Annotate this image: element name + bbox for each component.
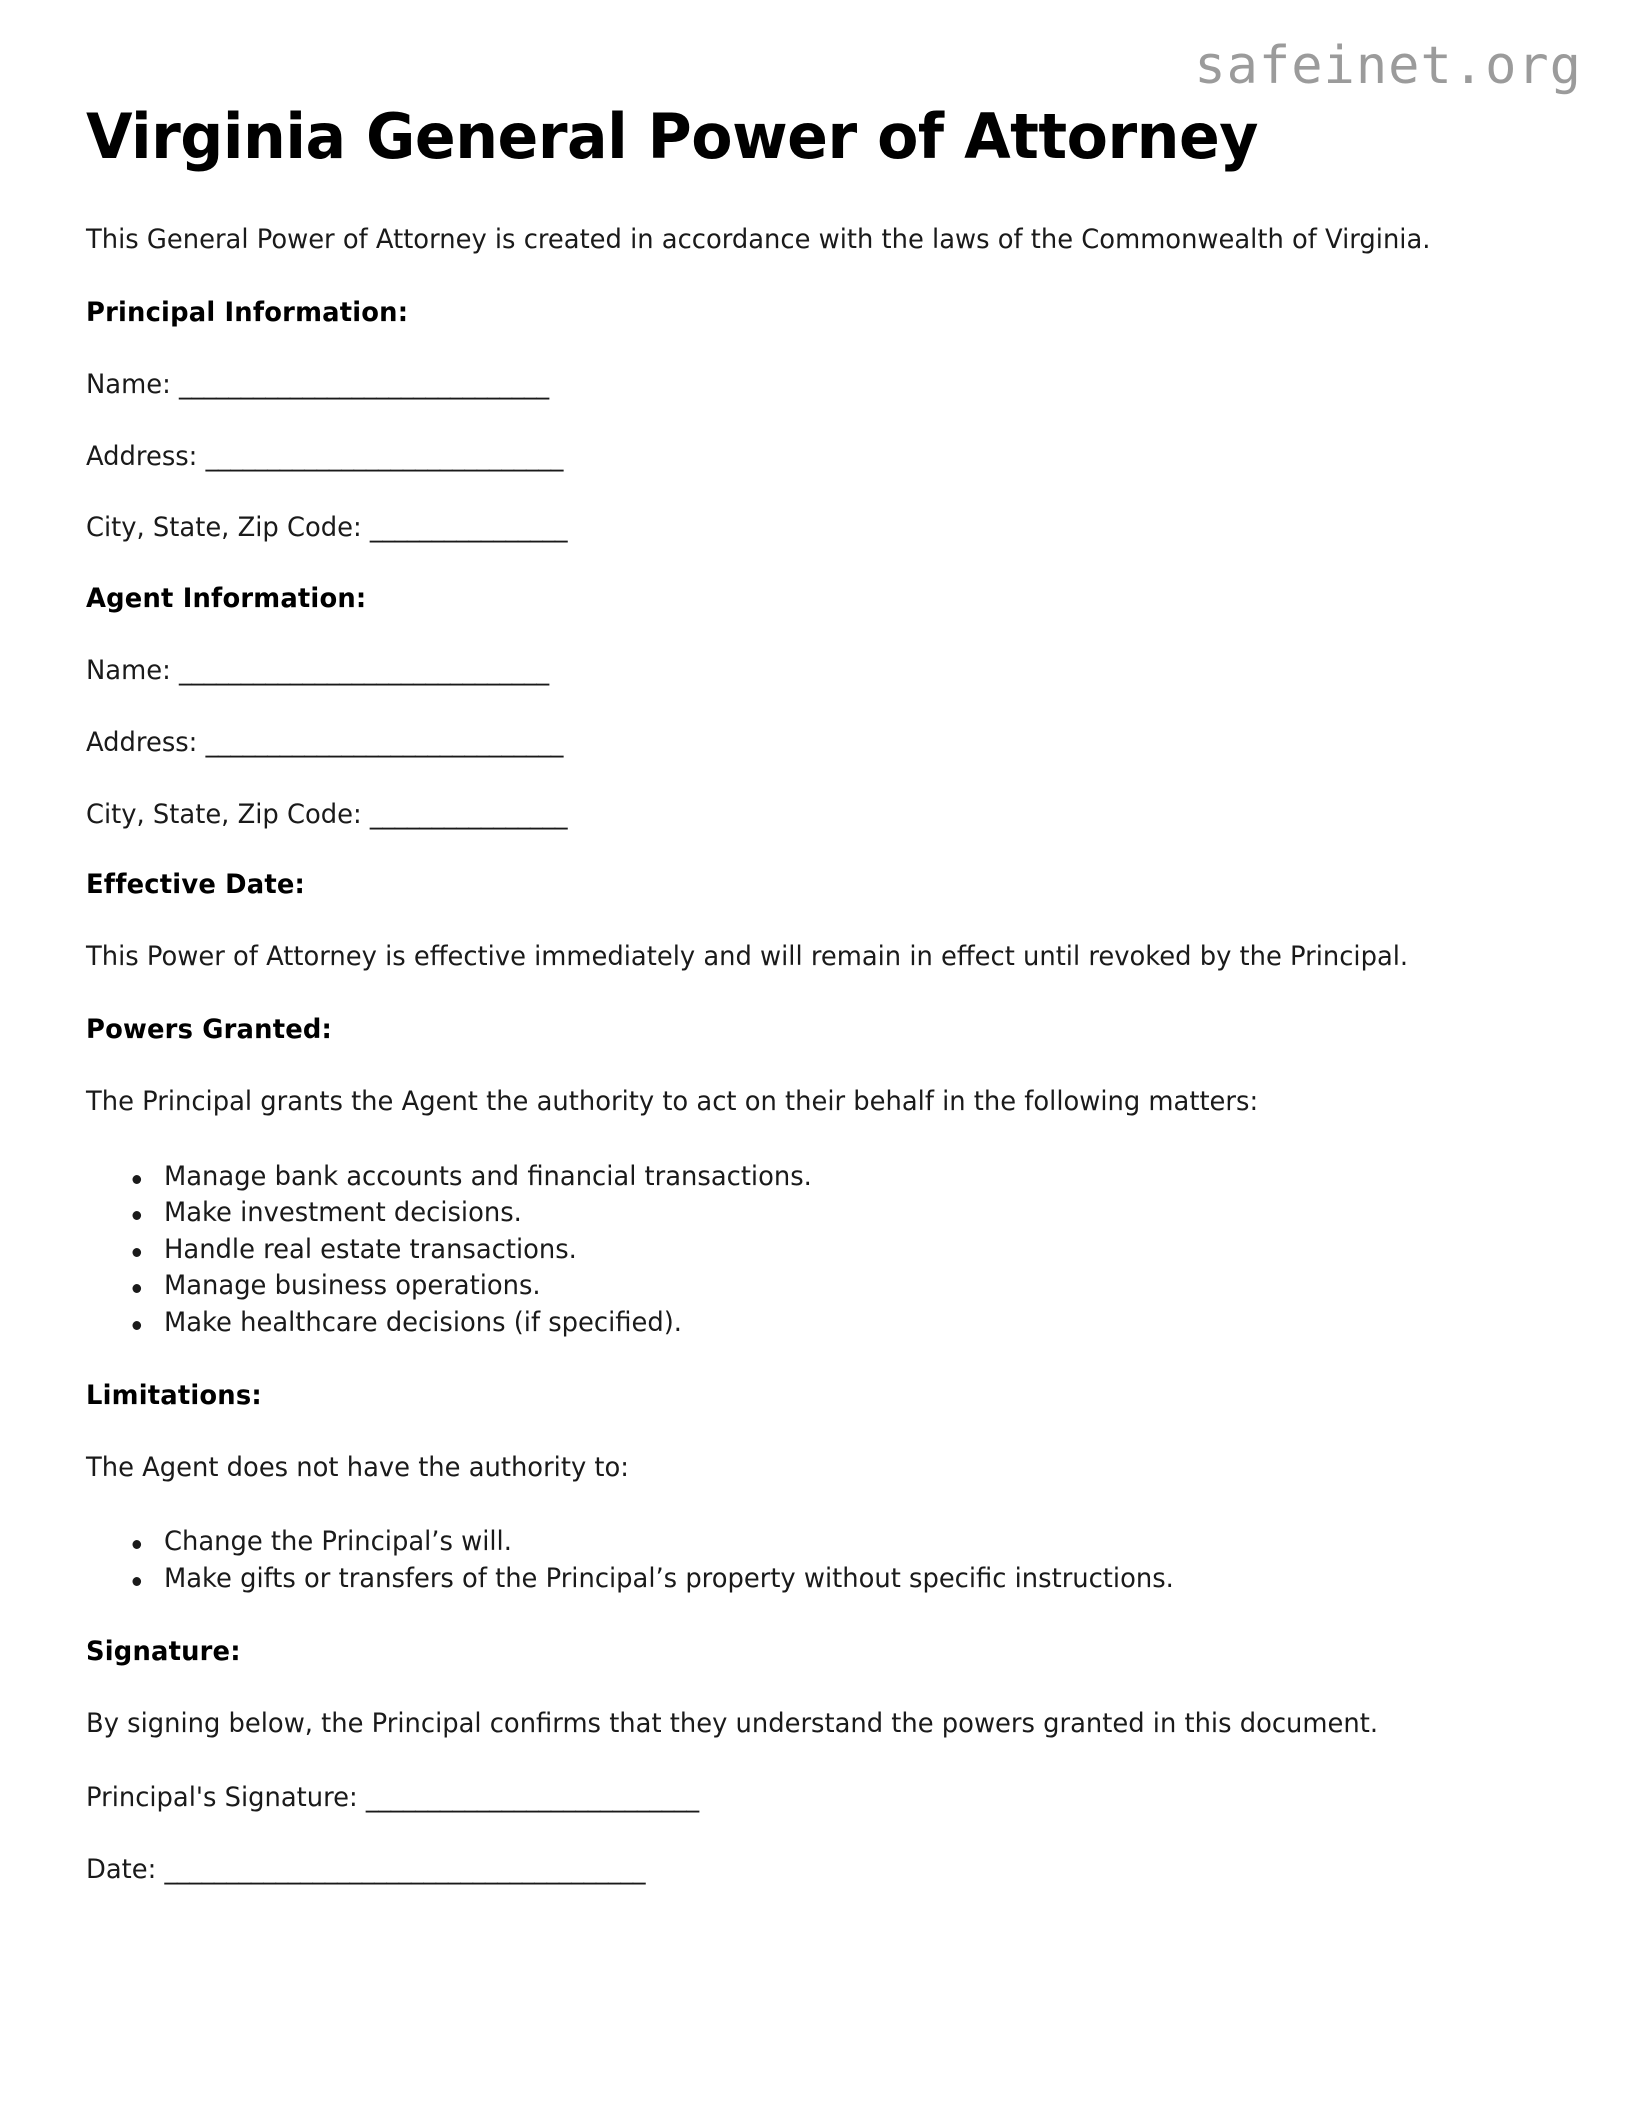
signature-date-label: Date: bbox=[86, 1854, 157, 1886]
principal-address-field bbox=[86, 440, 1457, 474]
principal-signature-field bbox=[86, 1781, 1457, 1815]
powers-granted-heading: Powers Granted: bbox=[86, 1014, 333, 1046]
agent-name-field bbox=[86, 654, 1457, 688]
principal-signature-blank[interactable]: ___________________________ bbox=[365, 1782, 699, 1814]
principal-address-label: Address: bbox=[86, 440, 198, 472]
agent-city-state-zip-label: City, State, Zip Code: bbox=[86, 798, 362, 830]
principal-name-field bbox=[86, 368, 1457, 402]
principal-address-blank[interactable]: _____________________________ bbox=[205, 440, 563, 472]
agent-name-label: Name: bbox=[86, 655, 171, 687]
list-item: Make healthcare decisions (if specified). bbox=[164, 1306, 1461, 1341]
agent-address-field bbox=[86, 726, 1457, 760]
limitations-heading: Limitations: bbox=[86, 1380, 262, 1412]
page-title: Virginia General Power of Attorney bbox=[86, 100, 1259, 173]
list-item: Manage business operations. bbox=[164, 1269, 1461, 1304]
principal-information-heading: Principal Information: bbox=[86, 296, 409, 328]
limitations-paragraph: The Agent does not have the authority to: bbox=[86, 1452, 629, 1484]
principal-name-label: Name: bbox=[86, 368, 171, 400]
agent-address-label: Address: bbox=[86, 726, 198, 758]
signature-heading: Signature: bbox=[86, 1636, 241, 1668]
principal-city-state-zip-label: City, State, Zip Code: bbox=[86, 512, 362, 544]
principal-name-blank[interactable]: ______________________________ bbox=[178, 368, 549, 400]
effective-date-heading: Effective Date: bbox=[86, 869, 306, 901]
list-item: Handle real estate transactions. bbox=[164, 1233, 1461, 1268]
powers-granted-paragraph: The Principal grants the Agent the authority to act on their behalf in the following matters: bbox=[86, 1086, 1259, 1118]
agent-city-state-zip-field bbox=[86, 798, 1457, 832]
principal-city-state-zip-field bbox=[86, 511, 1457, 545]
agent-name-blank[interactable]: ______________________________ bbox=[178, 655, 549, 687]
agent-city-state-zip-blank[interactable]: ________________ bbox=[369, 798, 567, 830]
document-body bbox=[86, 100, 1522, 1925]
list-item: Make gifts or transfers of the Principal’s property without specific instructions. bbox=[164, 1562, 1461, 1597]
principal-signature-label: Principal's Signature: bbox=[86, 1782, 358, 1814]
powers-granted-list bbox=[86, 1160, 1522, 1341]
agent-information-heading: Agent Information: bbox=[86, 583, 367, 615]
list-item: Change the Principal’s will. bbox=[164, 1525, 1461, 1560]
signature-date-blank[interactable]: _______________________________________ bbox=[164, 1854, 646, 1886]
watermark-safeinet-org: safeinet.org bbox=[1194, 36, 1582, 96]
agent-address-blank[interactable]: _____________________________ bbox=[205, 726, 563, 758]
list-item: Manage bank accounts and financial transactions. bbox=[164, 1160, 1461, 1195]
signature-date-field bbox=[86, 1853, 1457, 1887]
signature-paragraph: By signing below, the Principal confirms that they understand the powers granted in this document. bbox=[86, 1708, 1379, 1740]
list-item: Make investment decisions. bbox=[164, 1196, 1461, 1231]
effective-date-paragraph: This Power of Attorney is effective immediately and will remain in effect until revoked by the Principal. bbox=[86, 941, 1409, 973]
intro-paragraph: This General Power of Attorney is created in accordance with the laws of the Commonwealth of Virginia. bbox=[86, 223, 1431, 255]
limitations-list bbox=[86, 1525, 1522, 1596]
principal-city-state-zip-blank[interactable]: ________________ bbox=[369, 512, 567, 544]
